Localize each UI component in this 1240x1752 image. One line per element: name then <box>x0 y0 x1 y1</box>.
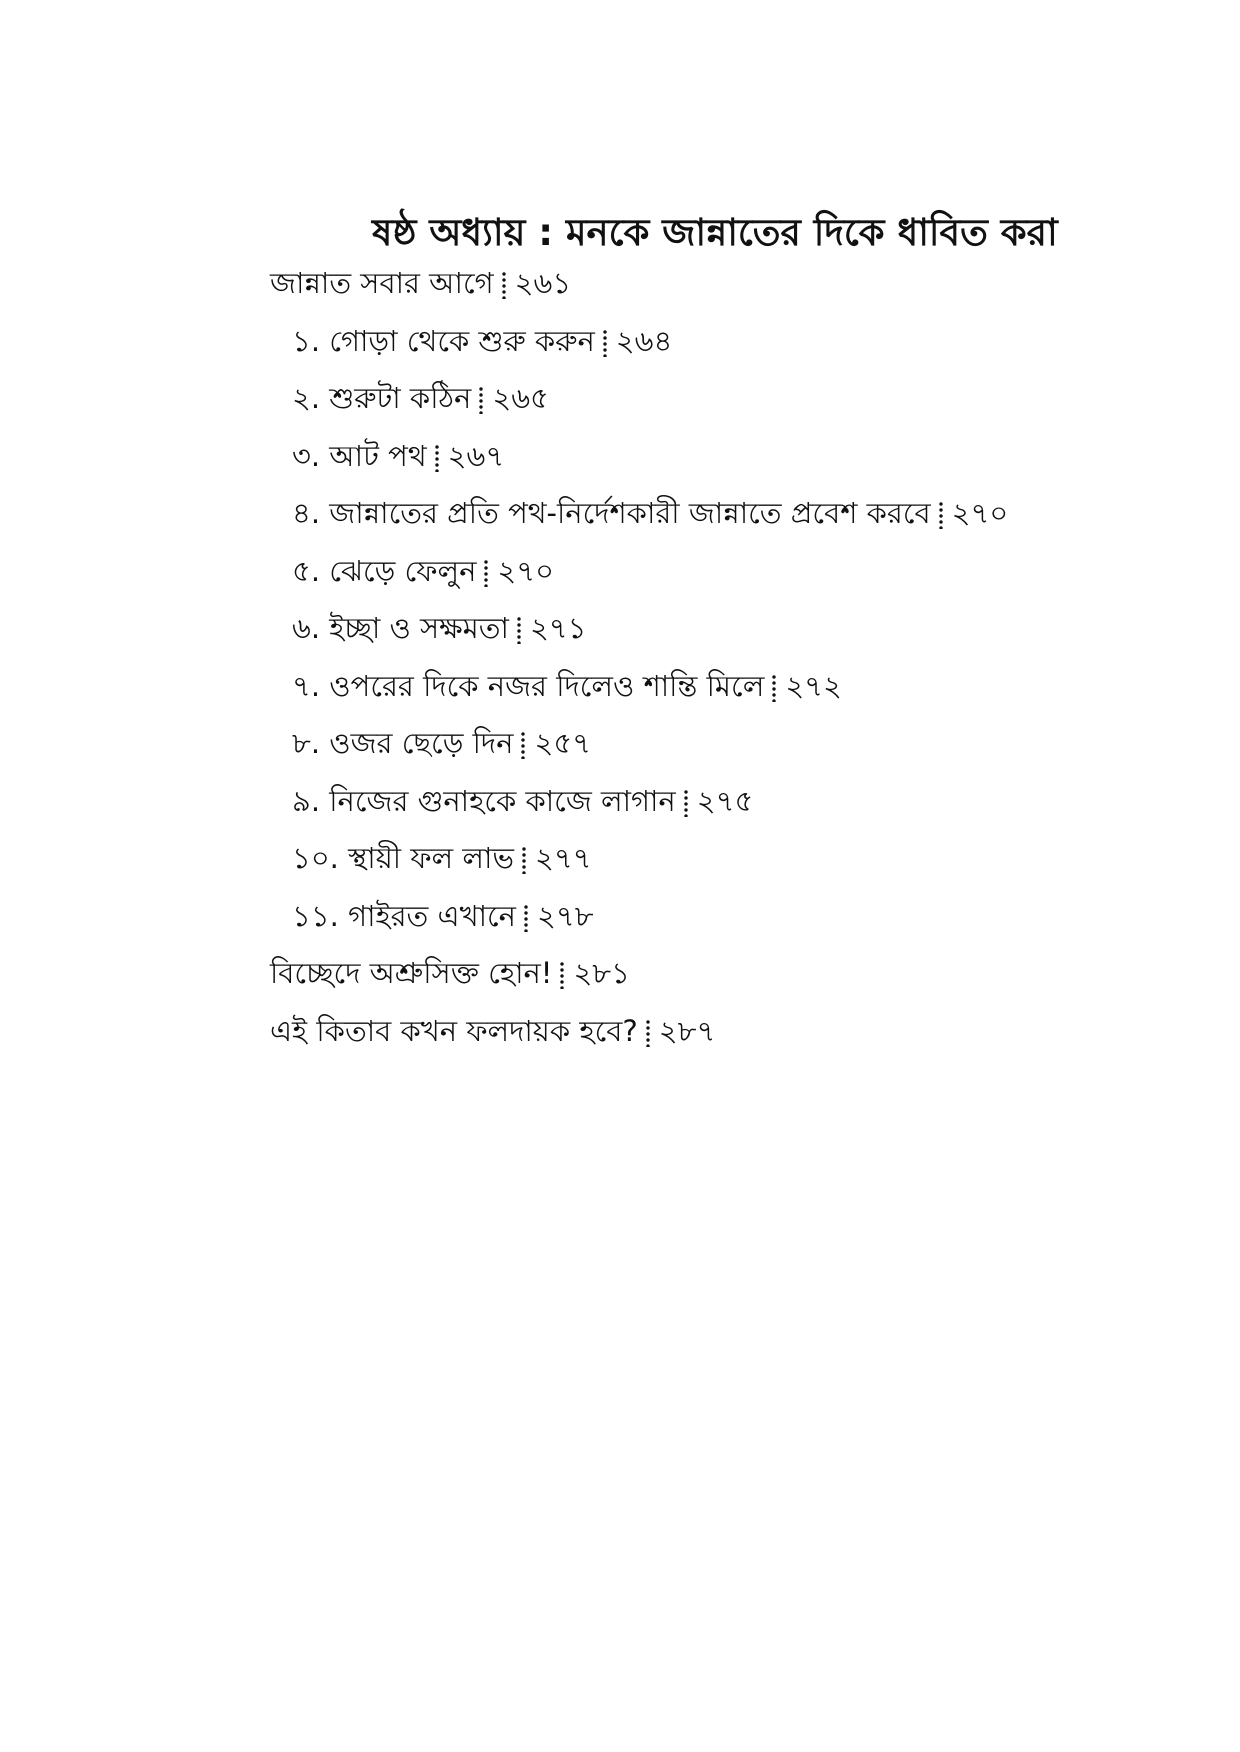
separator-icon <box>684 789 688 817</box>
toc-entry-page: ২৬৫ <box>492 381 549 415</box>
toc-entry[interactable] <box>292 833 592 883</box>
toc-entry-page: ২৭৭ <box>534 841 592 875</box>
toc-entry-label: ৮. ওজর ছেড়ে দিন <box>292 726 514 760</box>
toc-entry-page: ২৭৮ <box>536 899 594 933</box>
toc-entry[interactable] <box>292 661 842 711</box>
separator-icon <box>522 846 526 874</box>
toc-entry-label: ৪. জান্নাতের প্রতি পথ-নির্দেশকারী জান্নাতে প্রবেশ করবে <box>292 496 931 530</box>
toc-entry-label: ২. শুরুটা কঠিন <box>292 381 472 415</box>
toc-entry-label: ৭. ওপরের দিকে নজর দিলেও শান্তি মিলে <box>292 669 765 703</box>
toc-entry-page: ২৭১ <box>529 611 587 645</box>
separator-icon <box>603 329 607 357</box>
toc-entry[interactable] <box>292 776 753 826</box>
toc-entry-page: ২৭০ <box>497 554 554 588</box>
toc-entry-label: ৯. নিজের গুনাহকে কাজে লাগান <box>292 784 676 818</box>
toc-entry[interactable] <box>292 603 586 653</box>
toc-entry-page: ২৮১ <box>573 956 630 990</box>
toc-entry-page: ২৮৭ <box>658 1014 716 1048</box>
toc-entry-label: ১১. গাইরত এখানে <box>292 899 516 933</box>
toc-entry[interactable] <box>292 488 1008 538</box>
toc-entry-label: এই কিতাব কখন ফলদায়ক হবে? <box>270 1014 638 1048</box>
separator-icon <box>479 386 483 414</box>
toc-entry[interactable] <box>292 431 504 481</box>
separator-icon <box>560 961 564 989</box>
separator-icon <box>772 674 776 702</box>
toc-entry-label: ১. গোড়া থেকে শুরু করুন <box>292 324 595 358</box>
toc-entry[interactable] <box>270 1006 715 1056</box>
toc-entry[interactable] <box>270 948 630 998</box>
toc-entry[interactable] <box>292 316 672 366</box>
toc-entry-label: ৩. আট পথ <box>292 439 427 473</box>
toc-entry-page: ২৬৪ <box>615 324 673 358</box>
toc-entry-page: ২৬১ <box>514 266 572 300</box>
toc-entry[interactable] <box>270 258 571 308</box>
separator-icon <box>484 559 488 587</box>
toc-entry-label: জান্নাত সবার আগে <box>270 266 494 300</box>
toc-entry-page: ২৭০ <box>951 496 1009 530</box>
toc-entry[interactable] <box>292 373 549 423</box>
separator-icon <box>502 271 506 299</box>
toc-entry[interactable] <box>292 546 554 596</box>
separator-icon <box>939 501 943 529</box>
separator-icon <box>524 904 528 932</box>
toc-entry-label: ৫. ঝেড়ে ফেলুন <box>292 554 477 588</box>
toc-entry-label: ১০. স্থায়ী ফল লাভ <box>292 841 514 875</box>
toc-entry-page: ২৭৫ <box>696 784 754 818</box>
separator-icon <box>521 731 525 759</box>
toc-entry-page: ২৬৭ <box>447 439 505 473</box>
separator-icon <box>435 444 439 472</box>
toc-entry[interactable] <box>292 718 591 768</box>
toc-entry-label: বিচ্ছেদে অশ্রুসিক্ত হোন! <box>270 956 553 990</box>
toc-entry-page: ২৫৭ <box>534 726 592 760</box>
toc-entry[interactable] <box>292 891 594 941</box>
separator-icon <box>517 616 521 644</box>
toc-entry-label: ৬. ইচ্ছা ও সক্ষমতা <box>292 611 509 645</box>
separator-icon <box>646 1019 650 1047</box>
chapter-title: ষষ্ঠ অধ্যায় : মনকে জান্নাতের দিকে ধাবিত করা <box>372 211 1058 254</box>
toc-entry-page: ২৭২ <box>785 669 842 703</box>
